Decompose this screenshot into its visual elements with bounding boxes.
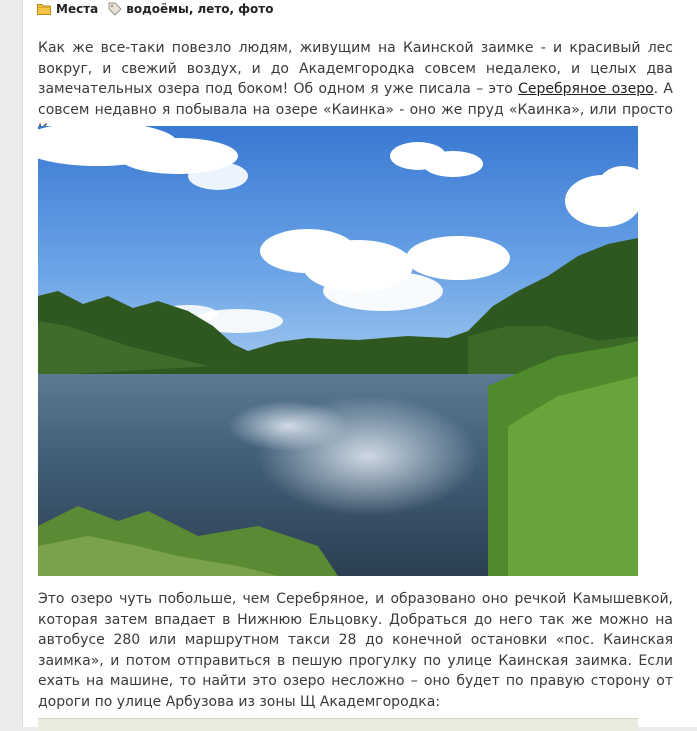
tag-link[interactable]: лето [197, 2, 230, 16]
article-paragraph: Это озеро чуть побольше, чем Серебряное, и образовано оно речкой Камышевкой, которая затем впадает в Нижнюю Ельцовку. Добраться до него так же можно на автобусе 280 или маршрутном такси 28 до конечной остановки «пос. Каинская заимка», и потом отправиться в пешую прогулку по улице Каинская заимка. Если ехать на машине, то найти это озеро несложно – оно будет по правую сторону от дороги по улице Арбузова из зоны Щ Академгородка: [38, 591, 673, 710]
tag-list [108, 2, 273, 16]
category [37, 2, 98, 16]
map-image-top[interactable] [38, 718, 638, 731]
tag-icon [108, 2, 122, 16]
paragraph-text: . А совсем недавно я побывала на озере «Каинка» - оно же пруд «Каинка», или просто [38, 81, 673, 118]
post-meta [37, 0, 273, 18]
tag-separator: , [188, 2, 194, 16]
lake-photo[interactable] [38, 126, 638, 576]
folder-icon [37, 3, 51, 15]
tag-link[interactable]: водоёмы [126, 2, 189, 16]
tag-separator: , [229, 2, 235, 16]
silver-lake-link[interactable]: Серебряное озеро [518, 81, 654, 97]
post-content [22, 0, 697, 727]
paragraph-text: Как же все-таки повезло людям, живущим на Каинской заимке - и красивый лес вокруг, и свежий воздух, и до Академгородка совсем недалеко, и целых два замечательных озера под боком! Об одном я уже писала – это [38, 40, 673, 97]
category-link[interactable]: Места [56, 2, 99, 16]
tag-link[interactable]: фото [238, 2, 274, 16]
